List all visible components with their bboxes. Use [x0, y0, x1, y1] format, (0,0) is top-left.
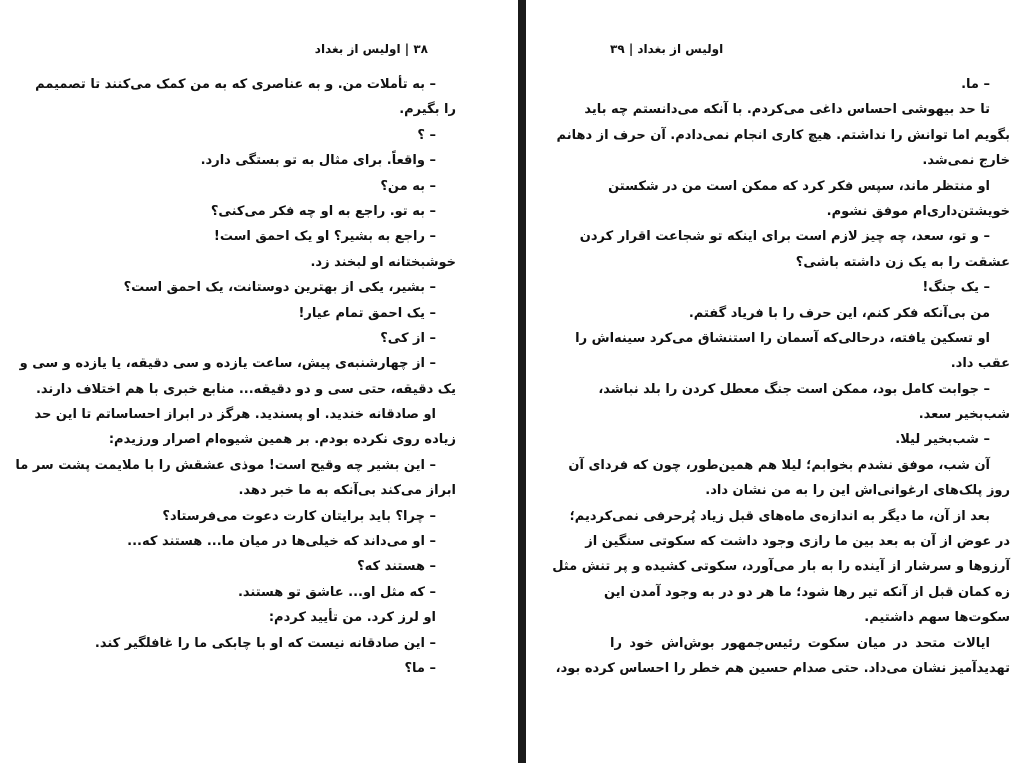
left-page-text [15, 72, 456, 681]
text-line: او لرز کرد. من تأیید کردم: [268, 610, 436, 626]
text-line: عشقت را به یک زن داشته باشی؟ [795, 254, 1010, 270]
text-line: روز پلک‌های ارغوانی‌اش این را به من نشان داد. [705, 483, 1010, 499]
text-line: – ما؟ [404, 660, 436, 676]
text-line: عقب داد. [950, 356, 1010, 372]
text-line: بعد از آن، ما دیگر به اندازه‌ی ماه‌های قبل زیاد پُرحرفی نمی‌کردیم؛ [569, 508, 990, 524]
text-line: – یک احمق تمام عیار! [298, 305, 436, 321]
text-line: سکوت‌ها سهم داشتیم. [864, 610, 1010, 626]
text-line: را بگیرم. [399, 102, 456, 118]
text-line: شب‌بخیر سعد. [918, 407, 1010, 423]
text-line: زیاده روی نکرده بودم. بر همین شیوه‌ام اصرار ورزیدم: [108, 432, 456, 448]
right-page-header: اولیس از بغداد | ۳۹ [610, 42, 724, 56]
text-line: – ؟ [417, 127, 436, 143]
text-line: او تسکین یافته، درحالی‌که آسمان را استنشاق می‌کرد سینه‌اش را [575, 330, 990, 346]
left-page-header: ۳۸ | اولیس از بغداد [314, 42, 428, 56]
text-line: – به تو. راجع به او چه فکر می‌کنی؟ [210, 203, 436, 219]
text-line: – چرا؟ باید برایتان کارت دعوت می‌فرستاد؟ [162, 508, 436, 524]
text-line: آن شب، موفق نشدم بخوابم؛ لیلا هم همین‌طور، چون که فردای آن [568, 457, 990, 473]
text-line: ایالات متحد در میان سکوت رئیس‌جمهور بوش‌اش خود را [610, 635, 990, 651]
text-line: بگویم اما توانش را نداشتم. هیچ کاری انجام نمی‌دادم. آن حرف از دهانم [556, 127, 1010, 143]
text-line: خوشبختانه او لبخند زد. [310, 254, 456, 270]
text-line: – واقعاً. برای مثال به تو بستگی دارد. [200, 153, 436, 169]
text-line: او منتظر ماند، سپس فکر کرد که ممکن است من در شکستن [608, 178, 990, 194]
text-line: زه کمان قبل از آنکه تیر رها شود؛ ما هر دو در به وجود آمدن این [603, 584, 1010, 600]
text-line: تا حد بیهوشی احساس داغی می‌کردم. با آنکه می‌دانستم چه باید [584, 102, 990, 118]
text-line: – راجع به بشیر؟ او یک احمق است! [213, 229, 436, 245]
text-line: – از چهارشنبه‌ی پیش، ساعت یازده و سی دقیقه، یا یازده و سی و [19, 356, 436, 372]
text-line: تهدیدآمیز نشان می‌داد. حتی صدام حسین هم خطر را احساس کرده بود، [555, 660, 1010, 676]
right-page [526, 0, 1024, 763]
text-line: ابراز می‌کند بی‌آنکه به ما خبر دهد. [238, 483, 456, 499]
text-line: – یک جنگ! [922, 280, 990, 296]
text-line: – بشیر، یکی از بهترین دوستانت، یک احمق است؟ [123, 280, 436, 296]
text-line: – و تو، سعد، چه چیز لازم است برای اینکه تو شجاعت اقرار کردن [579, 229, 990, 245]
text-line: – که مثل او... عاشق تو هستند. [237, 584, 436, 600]
text-line: آرزوها و سرشار از آینده را به بار می‌آورد، سکوتی کشیده و پر تنش مثل [552, 559, 1010, 575]
text-line: من بی‌آنکه فکر کنم، این حرف را با فریاد گفتم. [688, 305, 990, 321]
text-line: – به من؟ [380, 178, 436, 194]
text-line: – جوابت کامل بود، ممکن است جنگ معطل کردن را بلد نباشد، [598, 381, 990, 397]
text-line: – او می‌داند که خیلی‌ها در میان ما... هستند که... [127, 534, 436, 550]
text-line: – به تأملات من. و به عناصری که به من کمک می‌کنند تا تصمیمم [35, 77, 436, 92]
text-line: – این بشیر چه وقیح است! موذی عشقش را با ملایمت پشت سر ما [15, 457, 436, 473]
text-line: – ما. [961, 77, 990, 92]
book-gutter [518, 0, 526, 763]
text-line: – شب‌بخیر لیلا. [895, 432, 990, 448]
text-line: خویشتن‌داری‌ام موفق نشوم. [826, 203, 1010, 219]
text-line: – هستند که؟ [357, 559, 436, 575]
right-page-text [552, 72, 1010, 681]
text-line: در عوض از آن به بعد بین ما رازی وجود داشت که سکوتی سنگین از [585, 534, 1010, 550]
text-line: او صادقانه خندید. او پسندید. هرگز در ابراز احساساتم تا این حد [34, 407, 436, 423]
text-line: – از کی؟ [380, 330, 436, 346]
text-line: خارج نمی‌شد. [922, 153, 1010, 169]
text-line: – این صادقانه نیست که او با چابکی ما را غافلگیر کند. [94, 635, 436, 651]
text-line: یک دقیقه، حتی سی و دو دقیقه... منابع خبری با هم اختلاف دارند. [35, 381, 456, 397]
